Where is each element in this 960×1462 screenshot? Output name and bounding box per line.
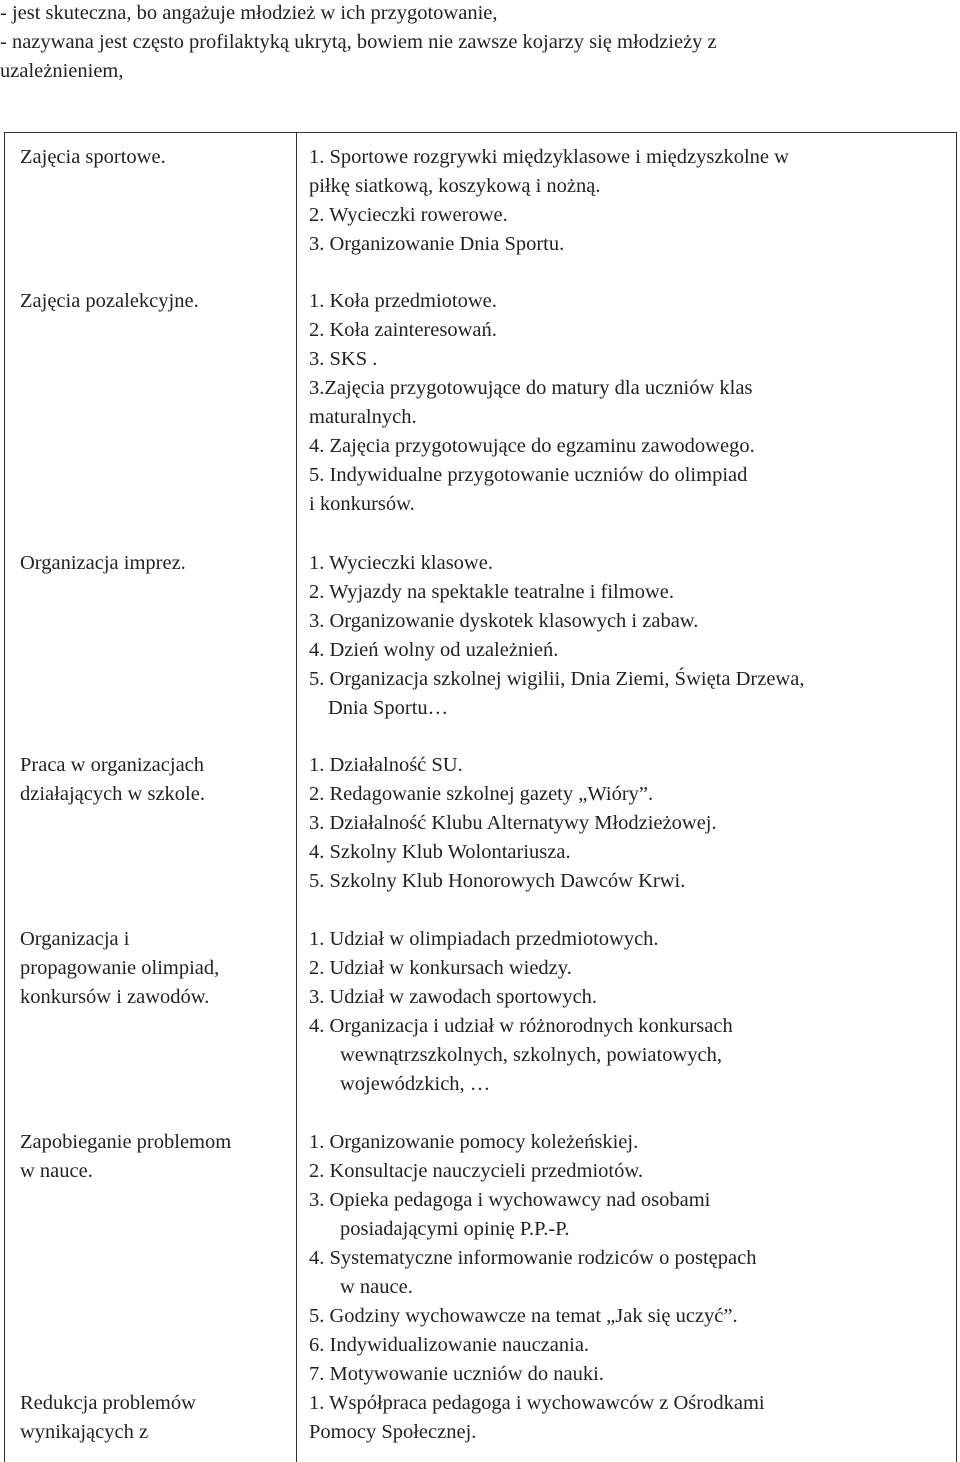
- list-item: maturalnych.: [309, 406, 417, 428]
- list-item: 1. Koła przedmiotowe.: [309, 290, 497, 312]
- list-item: 3. SKS .: [309, 348, 378, 370]
- list-item: i konkursów.: [309, 493, 415, 515]
- category-line: Organizacja imprez.: [20, 552, 186, 574]
- list-item: 2. Udział w konkursach wiedzy.: [309, 957, 572, 979]
- activity-list-cell: [309, 549, 954, 723]
- list-item: piłkę siatkową, koszykową i nożną.: [309, 175, 601, 197]
- list-item: 3.Zajęcia przygotowujące do matury dla uczniów klas: [309, 377, 753, 399]
- category-line: Organizacja i: [20, 928, 130, 950]
- list-item: 1. Udział w olimpiadach przedmiotowych.: [309, 928, 659, 950]
- list-item: 5. Organizacja szkolnej wigilii, Dnia Ziemi, Święta Drzewa,: [309, 668, 805, 690]
- list-item: 4. Szkolny Klub Wolontariusza.: [309, 841, 571, 863]
- activity-category-cell: [20, 143, 288, 172]
- list-item: 3. Udział w zawodach sportowych.: [309, 986, 598, 1008]
- list-item: Pomocy Społecznej.: [309, 1421, 477, 1443]
- list-item: 7. Motywowanie uczniów do nauki.: [309, 1363, 604, 1385]
- category-line: propagowanie olimpiad,: [20, 957, 220, 979]
- list-item: Dnia Sportu…: [328, 697, 449, 719]
- list-item: 1. Sportowe rozgrywki międzyklasowe i międzyszkolne w: [309, 146, 789, 168]
- category-line: działających w szkole.: [20, 783, 205, 805]
- list-item: 1. Działalność SU.: [309, 754, 463, 776]
- category-line: Zajęcia sportowe.: [20, 146, 166, 168]
- list-item: 5. Godziny wychowawcze na temat „Jak się uczyć”.: [309, 1305, 738, 1327]
- intro-paragraph: [0, 0, 955, 86]
- list-item: 3. Działalność Klubu Alternatywy Młodzieżowej.: [309, 812, 717, 834]
- category-line: wynikających z: [20, 1421, 149, 1443]
- activity-category-cell: [20, 751, 288, 809]
- activity-category-cell: [20, 1128, 288, 1186]
- activity-list-cell: [309, 143, 954, 259]
- category-line: w nauce.: [20, 1160, 93, 1182]
- list-item: 3. Organizowanie dyskotek klasowych i zabaw.: [309, 610, 699, 632]
- activity-category-cell: [20, 549, 288, 578]
- list-item: 3. Organizowanie Dnia Sportu.: [309, 233, 565, 255]
- activity-list-cell: [309, 925, 954, 1099]
- list-item: 1. Współpraca pedagoga i wychowawców z Ośrodkami: [309, 1392, 765, 1414]
- list-item: 1. Wycieczki klasowe.: [309, 552, 493, 574]
- list-item: 2. Koła zainteresowań.: [309, 319, 497, 341]
- list-item: 3. Opieka pedagoga i wychowawcy nad osobami: [309, 1189, 711, 1211]
- list-item: 2. Konsultacje nauczycieli przedmiotów.: [309, 1160, 643, 1182]
- activity-list-cell: [309, 751, 954, 896]
- list-item: 6. Indywidualizowanie nauczania.: [309, 1334, 590, 1356]
- intro-line: - nazywana jest często profilaktyką ukrytą, bowiem nie zawsze kojarzy się młodzieży z: [0, 31, 717, 53]
- category-line: konkursów i zawodów.: [20, 986, 210, 1008]
- list-item: 4. Zajęcia przygotowujące do egzaminu zawodowego.: [309, 435, 755, 457]
- activity-list-cell: [309, 287, 954, 519]
- column-divider: [296, 133, 297, 1462]
- intro-line: uzależnieniem,: [0, 60, 124, 82]
- activity-category-cell: [20, 287, 288, 316]
- activities-table: [4, 132, 957, 1462]
- list-item: 4. Systematyczne informowanie rodziców o postępach: [309, 1247, 757, 1269]
- list-item: wojewódzkich, …: [340, 1073, 491, 1095]
- list-item: 1. Organizowanie pomocy koleżeńskiej.: [309, 1131, 639, 1153]
- intro-line: - jest skuteczna, bo angażuje młodzież w ich przygotowanie,: [0, 2, 498, 24]
- category-line: Zajęcia pozalekcyjne.: [20, 290, 199, 312]
- list-item: posiadającymi opinię P.P.-P.: [340, 1218, 570, 1240]
- activity-list-cell: [309, 1128, 954, 1389]
- list-item: 2. Wycieczki rowerowe.: [309, 204, 508, 226]
- list-item: 2. Wyjazdy na spektakle teatralne i filmowe.: [309, 581, 674, 603]
- list-item: 5. Szkolny Klub Honorowych Dawców Krwi.: [309, 870, 686, 892]
- activity-list-cell: [309, 1389, 954, 1447]
- category-line: Redukcja problemów: [20, 1392, 196, 1414]
- category-line: Zapobieganie problemom: [20, 1131, 232, 1153]
- list-item: w nauce.: [340, 1276, 413, 1298]
- list-item: 4. Dzień wolny od uzależnień.: [309, 639, 559, 661]
- list-item: 2. Redagowanie szkolnej gazety „Wióry”.: [309, 783, 654, 805]
- list-item: wewnątrzszkolnych, szkolnych, powiatowych,: [340, 1044, 722, 1066]
- list-item: 4. Organizacja i udział w różnorodnych konkursach: [309, 1015, 733, 1037]
- category-line: Praca w organizacjach: [20, 754, 205, 776]
- activity-category-cell: [20, 1389, 288, 1447]
- list-item: 5. Indywidualne przygotowanie uczniów do olimpiad: [309, 464, 748, 486]
- activity-category-cell: [20, 925, 288, 1012]
